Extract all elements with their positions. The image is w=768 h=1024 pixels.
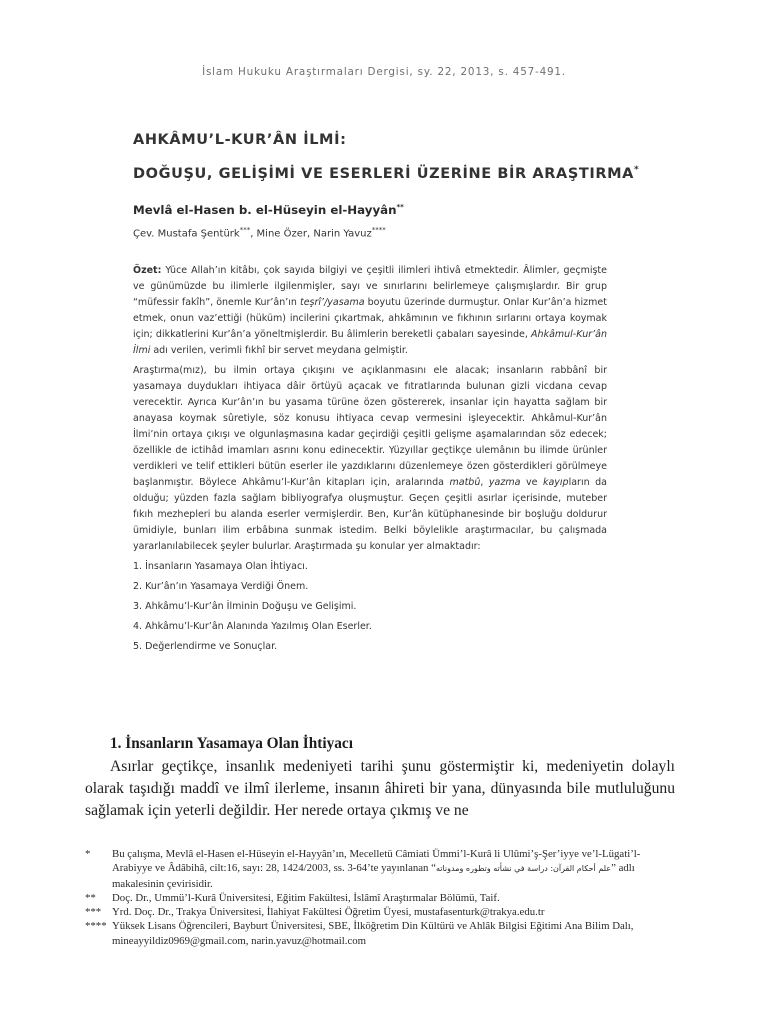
footnote-text: Doç. Dr., Ummü’l-Kurâ Üniversitesi, Eğitim Fakültesi, İslâmî Araştırmalar Bölümü, Taif. xyxy=(112,891,500,904)
footnote-4 xyxy=(85,919,675,948)
footnote-arabic-title: علم أحكام القرآن: دراسة في نشأته وتطوره ومدوناته xyxy=(435,864,612,874)
topic-list-item: 5. Değerlendirme ve Sonuçlar. xyxy=(133,641,278,652)
topic-list-item: 4. Ahkâmu’l-Kur’ân Alanında Yazılmış Olan Eserler. xyxy=(133,621,372,632)
abstract-emphasis: kayıp xyxy=(542,477,569,488)
topic-list-item: 1. İnsanların Yasamaya Olan İhtiyacı. xyxy=(133,561,308,572)
article-title xyxy=(133,125,753,189)
abstract-emphasis: matbû xyxy=(449,477,481,488)
abstract-emphasis: yazma xyxy=(488,477,521,488)
topic-list-item: 2. Kur’ân’ın Yasamaya Verdiği Önem. xyxy=(133,581,309,592)
article-title-line-1: AHKÂMU’L-KUR’ÂN İLMİ: xyxy=(133,132,347,148)
footnote-mark: ** xyxy=(85,891,96,904)
journal-citation-header: İslam Hukuku Araştırmaları Dergisi, sy. 22, 2013, s. 457-491. xyxy=(202,66,566,78)
abstract-text: ve xyxy=(520,477,543,488)
footnote-text: Yrd. Doç. Dr., Trakya Üniversitesi, İlahiyat Fakültesi Öğretim Üyesi, mustafasenturk@trakya.edu.tr xyxy=(112,906,545,919)
abstract-emphasis: teşrî’/yasama xyxy=(299,297,365,308)
footnote-1 xyxy=(85,847,675,891)
footnote-mark: **** xyxy=(85,920,107,933)
abstract-paragraph-2 xyxy=(133,363,607,555)
translators-line xyxy=(133,226,386,239)
author-name xyxy=(133,203,404,217)
abstract-text: Yüce Allah’ın kitâbı, çok sayıda bilgiyi ve çeşitli ilimleri ihtivâ etmektedir. Âlimler, geçmişte ve günümüzde bu ilimlerle ilgilenmişler, sayı ve sınırlarını belirlemeye çalışmışlardır. Bir grup “müfessir fakîh”, önemle Kur’ân’ın xyxy=(133,265,607,308)
abstract-paragraph-1 xyxy=(133,263,607,359)
section-heading: 1. İnsanların Yasamaya Olan İhtiyacı xyxy=(110,735,353,752)
translator-prefix: Çev. Mustafa Şentürk xyxy=(133,228,240,240)
author-name-text: Mevlâ el-Hasen b. el-Hüseyin el-Hayyân xyxy=(133,203,397,217)
abstract-text: adı verilen, verimli fıkhî bir servet meydana gelmiştir. xyxy=(150,345,408,356)
abstract-emphasis: Ahkâmul-Kur’ân İlmi xyxy=(133,329,607,356)
abstract-text: boyutu üzerinde durmuştur. Onlar Kur’ân’a hizmet etmek, onun vaz’ettiği (hüküm) incilerini çıkartmak, ahkâmının ve fıkhının sırlarını ortaya koymak için; dikkatlerini Kur’ân’a yöneltmişlerdir. Bu âlimlerin bereketli çabaları sayesinde, xyxy=(133,297,607,340)
body-paragraph: Asırlar geçtikçe, insanlık medeniyeti tarihi şunu göstermiştir ki, medeniyetin dolaylı olarak taşıdığı maddî ve ilmî ilerleme, insanın âhireti bir yana, dünyasında bile mutluluğunu sağlamak için yeterli değildir. Her nerede ortaya çıkmış ve ne xyxy=(85,758,675,819)
abstract-label: Özet: xyxy=(133,265,162,276)
translator-footnote-mark-1: *** xyxy=(239,226,251,234)
footnote-text: Yüksek Lisans Öğrencileri, Bayburt Üniversitesi, SBE, İlköğretim Din Kültürü ve Ahlâk Bilgisi Eğitimi Ana Bilim Dalı, mineayyildiz0969@gmail.com, narin.yavuz@hotmail.com xyxy=(112,920,634,947)
topic-list-item: 3. Ahkâmu’l-Kur’ân İlminin Doğuşu ve Gelişimi. xyxy=(133,601,357,612)
footnote-3 xyxy=(85,905,675,919)
article-title-line-2-text: DOĞUŞU, GELİŞİMİ VE ESERLERİ ÜZERİNE BİR ARAŞTIRMA xyxy=(133,165,634,182)
abstract-text: , xyxy=(480,477,489,488)
abstract xyxy=(133,263,607,659)
abstract-text: Araştırma(mız), bu ilmin ortaya çıkışını ve açıklanmasını ele alacak; insanların rabbânî bir yasamaya duydukları ihtiyaca dâir örtüyü açacak ve fıtratlarında bulunan gizli vicdana cevap verecektir. Ayrıca Kur’ân’ın bu yasama türüne özen göstererek, insanlar için hayatta sağlam bir anayasa koymak sûretiyle, söz konusu ihtiyaca cevap vermesini işleyecektir. Ahkâmul-Kur’ân İlmi’nin ortaya çıkışı ve olgunlaşmasına kadar geçirdiği çeşitli gelişme aşamalarından söz edecek; özellikle de ictihâd imamları asrını konu edinecektir. Yüzyıllar geçtikçe ulemânın bu ilimde ürünler verdikleri ve telif ettikleri bütün eserler ile yazdıklarını düzenlemeye özen gösterdikleri görülmeye başlanmıştır. Böylece Ahkâmu’l-Kur’ân kitapları için, aralarında xyxy=(133,365,607,488)
article-title-line-2 xyxy=(133,155,753,189)
title-footnote-mark: * xyxy=(633,165,640,175)
footnote-2 xyxy=(85,891,675,905)
author-footnote-mark: ** xyxy=(396,203,404,212)
footnote-text xyxy=(112,847,675,891)
footnote-mark: * xyxy=(85,848,91,860)
topic-list xyxy=(133,559,607,655)
abstract-text: ların da olduğu; yüzden fazla sağlam bibliyografya oluşmuştur. Geçen çeşitli asırlar içerisinde, muteber fıkıh mezhepleri bu alanda eserler vermişlerdir. Ben, Kur’ân kütüphanesinde bir boşluğu doldurur ümidiyle, bunları ilim erbâbına sunmak istedim. Belki böylelikle araştırmacılar, bu çalışmada yararlanılabilecek şeyler bulurlar. Araştırmada şu konular yer almaktadır: xyxy=(133,477,608,552)
translator-names: , Mine Özer, Narin Yavuz xyxy=(250,228,372,240)
footnote-text-part: ” adlı makalesinin çevirisidir. xyxy=(112,862,635,890)
footnote-mark: *** xyxy=(85,906,102,919)
footnote-text-part: Bu çalışma, Mevlâ el-Hasen el-Hüseyin el-Hayyân’ın, Mecelletü Câmiati Ümmi’l-Kurâ li Ulûmi’ş-Şer’iyye ve’l-Lügati’l-Arabiyye ve Âdâbihâ, cilt:16, sayı: 28, 1424/2003, ss. 3-64’te yayınlanan “ xyxy=(112,848,641,875)
footnotes xyxy=(85,847,675,948)
translator-footnote-mark-2: **** xyxy=(371,226,386,234)
